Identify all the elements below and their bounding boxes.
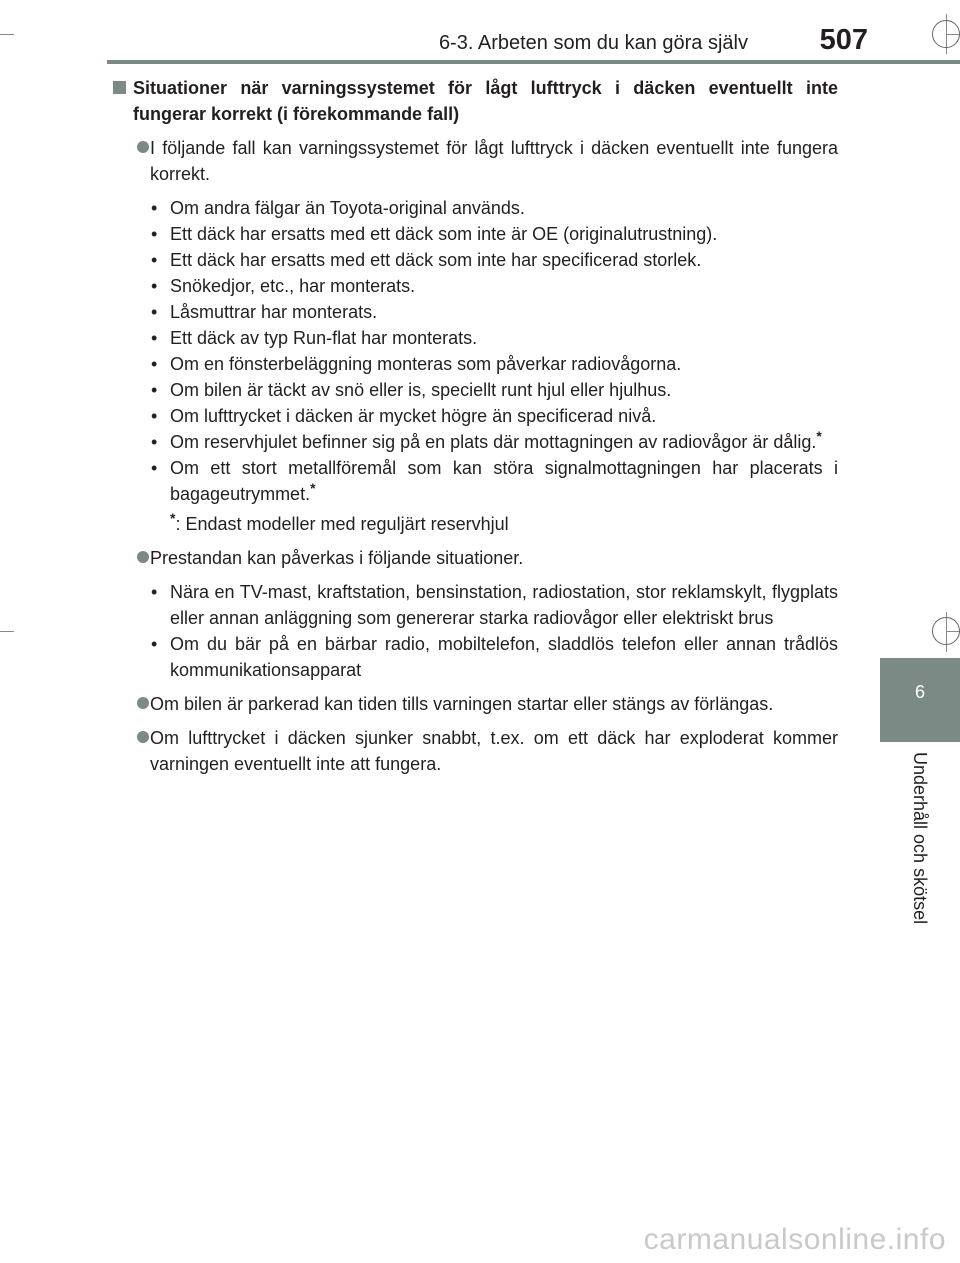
section-title: 6-3. Arbeten som du kan göra själv xyxy=(438,32,748,54)
registration-mark xyxy=(932,20,960,48)
list-item: • Snökedjor, etc., har monterats. xyxy=(113,273,838,299)
bullet-dot-icon: • xyxy=(151,302,158,322)
list-item: • Om du bär på en bärbar radio, mobiltelefon, sladdlös telefon eller annan trådlös kommunikationsapparat xyxy=(113,631,838,683)
list-item: • Om ett stort metallföremål som kan störa signalmottagningen har placerats i bagageutrymmet.* xyxy=(113,455,838,507)
circle-bullet-icon xyxy=(137,731,149,743)
registration-mark xyxy=(932,617,960,645)
note-item xyxy=(113,691,838,717)
footnote-star: * xyxy=(310,480,316,496)
list-item: • Ett däck av typ Run-flat har monterats. xyxy=(113,325,838,351)
note-text: Om bilen är parkerad kan tiden tills varningen startar eller stängs av förlängas. xyxy=(150,694,774,714)
chapter-number: 6 xyxy=(914,682,925,702)
bullet-dot-icon: • xyxy=(151,634,158,654)
crop-mark xyxy=(0,631,14,632)
circle-bullet-icon xyxy=(137,697,149,709)
note-item xyxy=(113,135,838,187)
note-text: I följande fall kan varningssystemet för lågt lufttryck i däcken eventuellt inte fungera korrekt. xyxy=(150,138,838,184)
bullet-dot-icon: • xyxy=(151,582,158,602)
bullet-dot-icon: • xyxy=(151,276,158,296)
chapter-tab xyxy=(880,658,960,742)
bullet-dot-icon: • xyxy=(151,458,158,478)
page-content xyxy=(113,75,838,777)
header-rule xyxy=(107,60,960,64)
note-item xyxy=(113,725,838,777)
section-heading-text: Situationer när varningssystemet för lågt lufttryck i däcken eventuellt inte fungerar korrekt (i förekommande fall) xyxy=(133,78,838,124)
bullet-dot-icon: • xyxy=(151,224,158,244)
crop-mark xyxy=(0,34,14,35)
bullet-list xyxy=(113,195,838,507)
footnote-text: : Endast modeller med reguljärt reservhjul xyxy=(175,514,509,534)
bullet-list xyxy=(113,579,838,683)
footnote-star: * xyxy=(170,510,176,526)
page-number: 507 xyxy=(819,24,868,56)
note-text: Prestandan kan påverkas i följande situationer. xyxy=(150,548,524,568)
list-item: • Ett däck har ersatts med ett däck som inte har specificerad storlek. xyxy=(113,247,838,273)
bullet-dot-icon: • xyxy=(151,250,158,270)
bullet-dot-icon: • xyxy=(151,328,158,348)
list-item: • Om bilen är täckt av snö eller is, speciellt runt hjul eller hjulhus. xyxy=(113,377,838,403)
list-item: • Om reservhjulet befinner sig på en plats där mottagningen av radiovågor är dålig.* xyxy=(113,429,838,455)
footnote xyxy=(113,511,838,537)
bullet-dot-icon: • xyxy=(151,380,158,400)
list-item: • Om lufttrycket i däcken är mycket högre än specificerad nivå. xyxy=(113,403,838,429)
list-item: • Låsmuttrar har monterats. xyxy=(113,299,838,325)
list-item: • Ett däck har ersatts med ett däck som inte är OE (originalutrustning). xyxy=(113,221,838,247)
bullet-dot-icon: • xyxy=(151,198,158,218)
footnote-star: * xyxy=(816,428,822,444)
bullet-dot-icon: • xyxy=(151,354,158,374)
bullet-dot-icon: • xyxy=(151,432,158,452)
circle-bullet-icon xyxy=(137,141,149,153)
section-heading xyxy=(113,75,838,127)
bullet-dot-icon: • xyxy=(151,406,158,426)
chapter-label: Underhåll och skötsel xyxy=(910,752,930,925)
list-item: • Om en fönsterbeläggning monteras som påverkar radiovågorna. xyxy=(113,351,838,377)
list-item: • Nära en TV-mast, kraftstation, bensinstation, radiostation, stor reklamskylt, flygplats eller annan anläggning som genererar starka radiovågor eller elektriskt brus xyxy=(113,579,838,631)
square-bullet-icon xyxy=(113,81,126,94)
watermark: carmanualsonline.info xyxy=(643,1223,946,1256)
note-item xyxy=(113,545,838,571)
note-text: Om lufttrycket i däcken sjunker snabbt, t.ex. om ett däck har exploderat kommer varningen eventuellt inte att fungera. xyxy=(150,728,838,774)
circle-bullet-icon xyxy=(137,551,149,563)
list-item: • Om andra fälgar än Toyota-original används. xyxy=(113,195,838,221)
